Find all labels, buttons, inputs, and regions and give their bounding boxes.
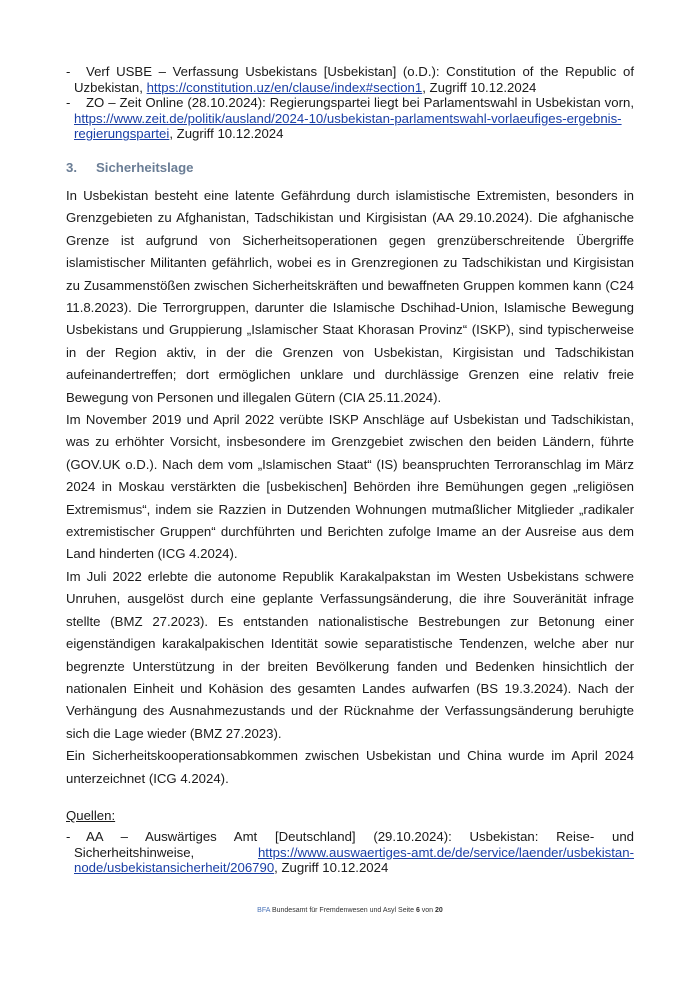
list-dash: -	[66, 95, 71, 111]
footer-brand-logo: BFA	[257, 907, 271, 914]
source-access-date: , Zugriff 10.12.2024	[422, 79, 537, 95]
page-footer	[0, 907, 700, 914]
footer-of: von	[419, 907, 436, 914]
paragraph-iskp-attacks: Im November 2019 und April 2022 verübte ISKP Anschläge auf Usbekistan und Tadschikistan, was zu erhöhter Vorsicht, insbesondere im Grenzgebiet zwischen den beiden Ländern, führte (GOV.UK o.D.). Nach dem vom „Islamischen Staat“ (IS) beanspruchten Terroranschlag im März 2024 in Moskau verstärkten die [usbekischen] Behörden ihre Bemühungen gegen „religiösen Extremismus“, indem sie Razzien in Dutzenden Wohnungen mutmaßlicher Mitglieder „radikaler extremistischer Gruppen“ durchführten und Berichten zufolge Imame an der Ausreise aus dem Land hinderten (ICG 4.2024).	[66, 412, 634, 562]
section-heading	[66, 160, 634, 175]
footer-org: Bundesamt für Fremdenwesen und Asyl Seite	[270, 907, 416, 914]
source-link-constitution[interactable]: https://constitution.uz/en/clause/index#section1	[146, 79, 423, 95]
source-text: ZO – Zeit Online (28.10.2024): Regierungspartei liegt bei Parlamentswahl in Usbekistan vorn,	[86, 95, 634, 111]
footer-page-number: 6	[415, 907, 420, 914]
paragraph-china-agreement: Ein Sicherheitskooperationsabkommen zwischen Usbekistan und China wurde im April 2024 unterzeichnet (ICG 4.2024).	[66, 748, 634, 786]
top-sources-list	[66, 64, 634, 142]
source-text: AA – Auswärtiges Amt [Deutschland] (29.10.2024): Usbekistan: Reise- und Sicherheitshinweise,	[74, 828, 634, 860]
source-item-verf-usbe	[66, 64, 634, 95]
source-access-date: , Zugriff 10.12.2024	[274, 860, 389, 876]
source-access-date: , Zugriff 10.12.2024	[169, 126, 284, 142]
list-dash: -	[66, 828, 71, 844]
source-link-zeit[interactable]: https://www.zeit.de/politik/ausland/2024-10/usbekistan-parlamentswahl-vorlaeufiges-ergebnis-regierungspartei	[74, 110, 622, 142]
source-link-auswaertiges-amt[interactable]: https://www.auswaertiges-amt.de/de/service/laender/usbekistan-node/usbekistansicherheit/206790	[74, 844, 634, 876]
source-item-aa	[66, 829, 634, 876]
sources-label: Quellen:	[66, 807, 116, 823]
footer-page-total: 20	[435, 907, 443, 914]
section-title: Sicherheitslage	[96, 159, 194, 175]
section-sources-list	[66, 829, 634, 876]
section-number: 3.	[66, 159, 77, 175]
source-item-zeit-online	[66, 95, 634, 142]
paragraph-threat-overview: In Usbekistan besteht eine latente Gefährdung durch islamistische Extremisten, besonders in Grenzgebieten zu Afghanistan, Tadschikistan und Kirgisistan (AA 29.10.2024). Die afghanische Grenze ist aufgrund von Sicherheitsoperationen gegen grenzüberschreitende Übergriffe islamistischer Militanten gefährlich, wobei es in Grenzregionen zu Tadschikistan und Kirgisistan zu Zusammenstößen zwischen Sicherheitskräften und bewaffneten Gruppen kommen kann (C24 11.8.2023). Die Terrorgruppen, darunter die Islamische Dschihad-Union, Islamische Bewegung Usbekistans und Gruppierung „Islamischer Staat Khorasan Provinz“ (ISKP), sind typischerweise in der Region aktiv, in der die Grenzen von Usbekistan, Kirgisistan und Tadschikistan aufeinandertreffen; dort ermöglichen unklare und durchlässige Grenzen eine relativ freie Bewegung von Personen und illegalen Gütern (CIA 25.11.2024).	[66, 187, 634, 405]
source-text: Verf USBE – Verfassung Usbekistans [Usbekistan] (o.D.): Constitution of the Republic of Uzbekistan,	[74, 64, 634, 95]
paragraph-karakalpakstan: Im Juli 2022 erlebte die autonome Republik Karakalpakstan im Westen Usbekistans schwere Unruhen, ausgelöst durch eine geplante Verfassungsänderung, die ihre Souveränität infrage stellte (BMZ 27.2023). Es entstanden nationalistische Bestrebungen zur Betonung einer eigenständigen karakalpakischen Identität sowie separatistische Tendenzen, welche aber nur begrenzte Unterstützung in der breiten Bevölkerung fanden und Bedenken hinsichtlich der nationalen Einheit und Kohäsion des gesamten Landes aufwarfen (BS 19.3.2024). Nach der Verhängung des Ausnahmezustands und der Rücknahme der Verfassungsänderung beruhigte sich die Lage wieder (BMZ 27.2023).	[66, 568, 634, 741]
list-dash: -	[66, 64, 71, 79]
document-page	[66, 64, 634, 876]
